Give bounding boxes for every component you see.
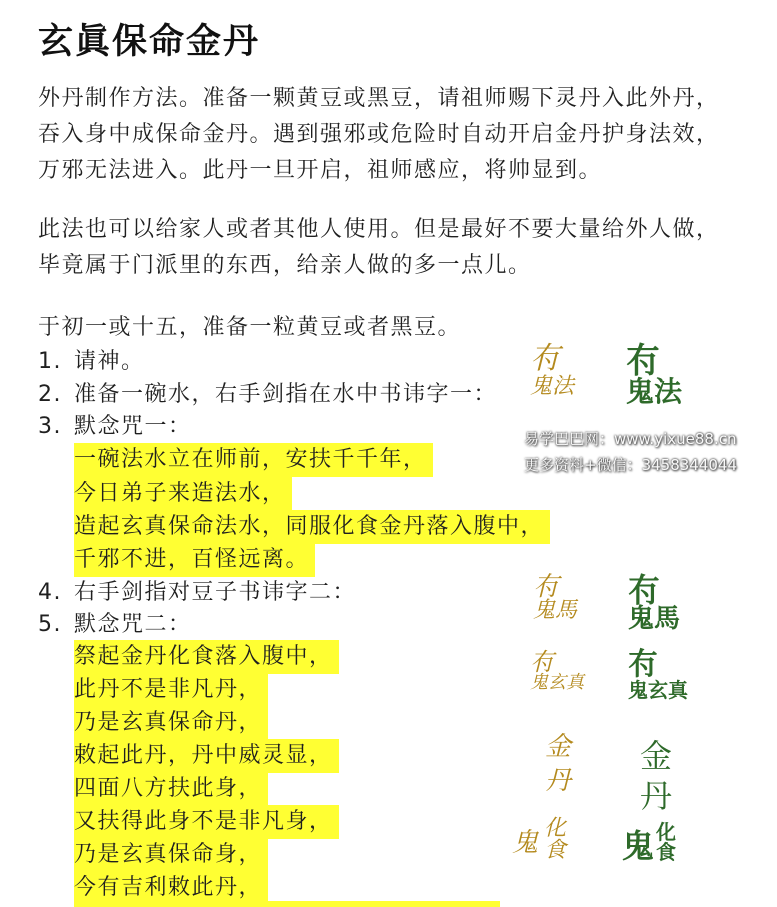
talisman-glyph: 𠕇 (628, 571, 661, 609)
paragraph-line: 吞入身中成保命金丹。遇到强邪或危险时自动开启金丹护身法效， (38, 122, 720, 147)
step-3 (38, 412, 192, 442)
timing-paragraph (38, 310, 773, 346)
talisman-glyph: 𠕇 (628, 647, 658, 682)
incantation-2-line: 又扶得此身不是非凡身， (74, 805, 339, 839)
watermark-line: 更多资料+微信：3458344044 (524, 456, 738, 474)
incantation-2-line: 祭起金丹化食落入腹中， (74, 640, 339, 674)
talisman-glyph: 金 (640, 737, 673, 775)
step-number: 2. (38, 382, 62, 407)
incantation-1-line: 千邪不进，百怪远离。 (74, 543, 315, 577)
talisman-glyph: 化 (544, 816, 567, 841)
talisman-glyph: 丹 (545, 766, 572, 796)
paragraph-line: 外丹制作方法。准备一颗黄豆或黑豆，请祖师赐下灵丹入此外丹， (38, 86, 720, 111)
step-1 (38, 347, 145, 377)
incantation-2-cut-line (74, 901, 500, 907)
intro-paragraph (38, 81, 773, 189)
talisman-glyph: 鬼法 (530, 374, 575, 399)
talisman-glyph: 鬼玄真 (628, 678, 688, 702)
step-number: 5. (38, 612, 62, 637)
step-2 (38, 380, 497, 410)
talisman-two-c-handwritten (545, 734, 571, 794)
talisman-two-a-printed (628, 571, 681, 634)
paragraph-line: 此法也可以给家人或者其他人使用。但是最好不要大量给外人做， (38, 217, 720, 242)
talisman-one-handwritten (530, 341, 575, 399)
step-text: 准备一碗水，右手剑指在水中书讳字一： (74, 382, 498, 407)
paragraph-line: 毕竟属于门派里的东西，给亲人做的多一点儿。 (38, 253, 532, 278)
step-4 (38, 578, 356, 608)
incantation-1-line: 一碗法水立在师前，安扶千千年， (74, 443, 433, 477)
talisman-glyph: 鬼 (622, 827, 655, 865)
talisman-glyph: 食 (656, 840, 677, 864)
talisman-glyph: 鬼法 (626, 375, 683, 408)
talisman-glyph: 鬼玄真 (530, 672, 584, 693)
talisman-glyph: 食 (544, 838, 567, 863)
incantation-1-line: 造起玄真保命法水，同服化食金丹落入腹中， (74, 510, 550, 544)
watermark-line: 易学巴巴网：www.yixue88.cn (524, 430, 737, 448)
talisman-glyph: 𠕇 (533, 572, 560, 602)
incantation-2-line: 今有吉利敕此丹， (74, 871, 268, 905)
step-5 (38, 610, 192, 640)
incantation-2-line: 乃是玄真保命身， (74, 838, 268, 872)
incantation-1-line: 今日弟子来造法水， (74, 477, 292, 511)
talisman-glyph: 鬼 (512, 828, 539, 858)
paragraph-line: 于初一或十五，准备一粒黄豆或者黑豆。 (38, 315, 462, 340)
talisman-two-d-handwritten (512, 818, 566, 862)
step-text: 默念咒二： (74, 612, 192, 637)
talisman-glyph: 𠕇 (530, 341, 560, 376)
talisman-glyph: 丹 (640, 777, 673, 815)
incantation-2-line: 四面八方扶此身， (74, 772, 268, 806)
talisman-glyph: 金 (545, 732, 572, 762)
talisman-two-b-handwritten (530, 650, 584, 692)
talisman-two-d-printed (622, 820, 677, 865)
incantation-2-line: 此丹不是非凡丹， (74, 673, 268, 707)
incantation-2-line: 乃是玄真保命丹， (74, 706, 268, 740)
step-text: 请神。 (74, 349, 145, 374)
step-number: 3. (38, 414, 62, 439)
talisman-glyph: 𠕇 (626, 341, 660, 381)
talisman-glyph: 𠕇 (530, 648, 554, 676)
talisman-glyph: 鬼馬 (533, 598, 578, 623)
usage-paragraph (38, 212, 773, 284)
step-number: 1. (38, 349, 62, 374)
incantation-2-line: 敕起此丹，丹中威灵显， (74, 739, 339, 773)
talisman-two-c-printed (640, 737, 673, 815)
step-text: 右手剑指对豆子书讳字二： (74, 580, 357, 605)
talisman-two-a-handwritten (533, 574, 577, 622)
talisman-one-printed (626, 341, 683, 408)
step-text: 默念咒一： (74, 414, 192, 439)
paragraph-line: 万邪无法进入。此丹一旦开启，祖师感应，将帅显到。 (38, 158, 603, 183)
talisman-glyph: 化 (656, 820, 677, 844)
step-number: 4. (38, 580, 62, 605)
talisman-two-b-printed (628, 647, 688, 702)
talisman-glyph: 鬼馬 (628, 604, 681, 634)
page-title: 玄眞保命金丹 (38, 21, 261, 62)
